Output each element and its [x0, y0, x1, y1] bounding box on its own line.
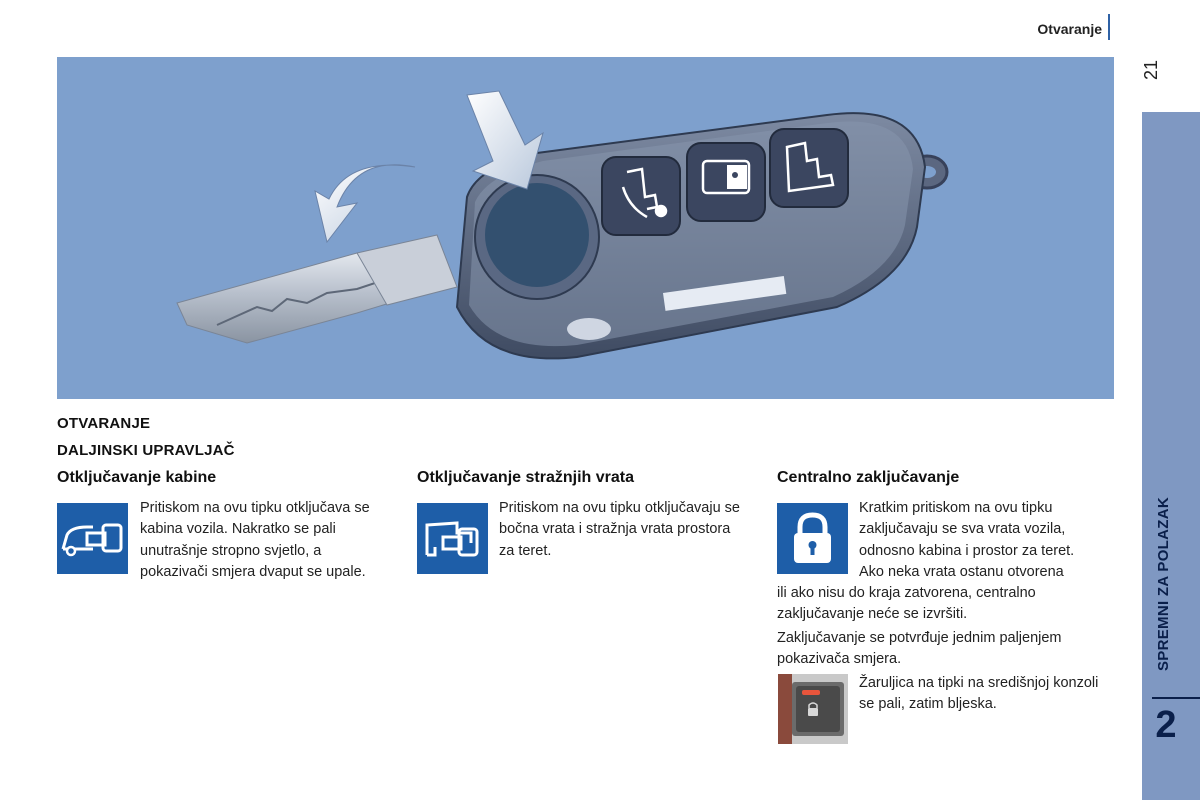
central-locking-confirm-text: Zaključavanje se potvrđuje jednim paljenjem pokazivača smjera. [777, 630, 1062, 668]
chapter-title: SPREMNI ZA POLAZAK [1155, 497, 1172, 672]
remote-key-illustration [57, 57, 1114, 399]
chapter-rule [1152, 697, 1200, 699]
chapter-number: 2 [1155, 704, 1177, 746]
cab-unlock-heading: Otključavanje kabine [57, 469, 217, 486]
running-header: Otvaranje [1037, 21, 1102, 37]
fold-arrow [315, 165, 415, 242]
console-button-photo [778, 674, 848, 744]
central-locking-heading: Centralno zaključavanje [777, 469, 960, 486]
rear-doors-heading: Otključavanje stražnjih vrata [417, 469, 634, 486]
console-lamp-text: Žaruljica na tipki na središnjoj konzoli se pali, zatim bljeska. [859, 675, 1099, 713]
central-locking-more-line1: Ako neka vrata ostanu otvorena [859, 564, 1064, 580]
rear-doors-text: Pritiskom na ovu tipku otključavaju se bočna vrata i stražnja vrata prostora za teret. [499, 500, 740, 559]
key-blade [177, 235, 457, 343]
cab-unlock-icon [57, 503, 128, 574]
header-rule [1108, 14, 1110, 40]
central-locking-text: Kratkim pritiskom na ovu tipku zaključavaju se sva vrata vozila, odnosno kabina i prostor za teret. [859, 500, 1075, 559]
press-arrow [467, 91, 543, 189]
central-locking-more-text: ili ako nisu do kraja zatvorena, centralno zaključavanje neće se izvršiti. [777, 585, 1036, 623]
section-title: OTVARANJE [57, 415, 151, 432]
page-number: 21 [1141, 59, 1161, 81]
padlock-icon [777, 503, 848, 574]
section-subtitle: DALJINSKI UPRAVLJAČ [57, 442, 235, 459]
cab-unlock-text: Pritiskom na ovu tipku otključava se kabina vozila. Nakratko se pali unutrašnje stropno svjetlo, a pokazivači smjera dvaput se upale. [140, 500, 370, 580]
rear-doors-unlock-icon [417, 503, 488, 574]
